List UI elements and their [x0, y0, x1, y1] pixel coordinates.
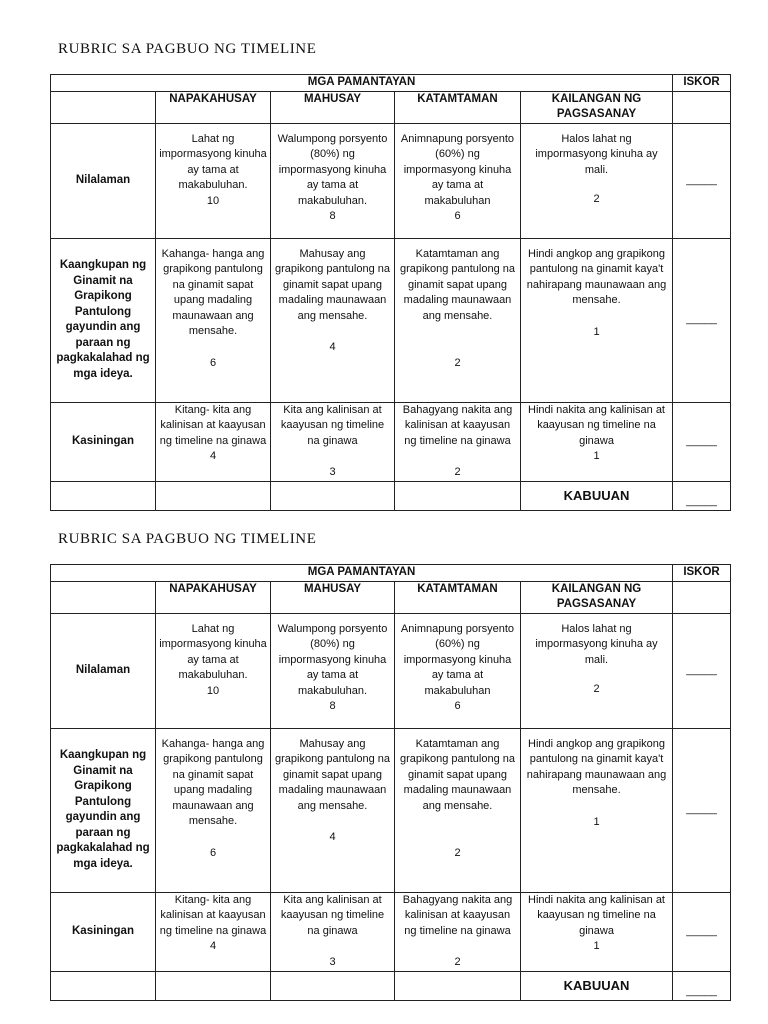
- descriptor-text: Bahagyang nakita ang kalinisan at kaayusan ng timeline na ginawa: [402, 403, 513, 447]
- descriptor-cell: [395, 402, 521, 481]
- points-value: 2: [454, 466, 461, 478]
- criteria-header: MGA PAMANTAYAN: [51, 75, 673, 92]
- empty-cell: [271, 481, 395, 510]
- score-header: ISKOR: [673, 75, 731, 92]
- descriptor-text: Katamtaman ang grapikong pantulong na ginamit sapat upang madaling maunawaan ang mensahe.: [400, 247, 515, 322]
- descriptor-cell: [156, 892, 271, 971]
- empty-cell: [51, 481, 156, 510]
- points-value: 4: [209, 940, 217, 952]
- points-value: 1: [593, 815, 600, 828]
- rubric-table: [50, 564, 731, 1001]
- empty-cell: [156, 971, 271, 1000]
- table-row: [51, 402, 731, 481]
- score-blank[interactable]: _____: [673, 238, 731, 402]
- descriptor-text: Walumpong porsyento (80%) ng impormasyong kinuha ay tama at makabuluhan.: [277, 622, 388, 697]
- criterion-label: Nilalaman: [51, 613, 156, 728]
- descriptor-cell: [521, 892, 673, 971]
- table-row: [51, 613, 731, 728]
- descriptor-text: Lahat ng impormasyong kinuha ay tama at makabuluhan.: [159, 132, 267, 191]
- total-row: [51, 971, 731, 1000]
- score-blank[interactable]: _____: [673, 402, 731, 481]
- points-value: 2: [593, 193, 600, 205]
- descriptor-cell: [156, 728, 271, 892]
- total-label: KABUUAN: [521, 971, 673, 1000]
- table-row: [51, 238, 731, 402]
- table-row: [51, 892, 731, 971]
- level-mahusay: MAHUSAY: [271, 581, 395, 613]
- descriptor-text: Kitang- kita ang kalinisan at kaayusan ng timeline na ginawa: [159, 893, 267, 937]
- descriptor-text: Walumpong porsyento (80%) ng impormasyong kinuha ay tama at makabuluhan.: [277, 132, 388, 207]
- score-blank[interactable]: _____: [673, 892, 731, 971]
- level-kailangan: KAILANGAN NG PAGSASANAY: [521, 91, 673, 123]
- points-value: 6: [209, 356, 217, 369]
- descriptor-cell: [521, 728, 673, 892]
- descriptor-text: Kita ang kalinisan at kaayusan ng timeline na ginawa: [280, 403, 385, 447]
- total-label: KABUUAN: [521, 481, 673, 510]
- descriptor-cell: [271, 728, 395, 892]
- table-row: [51, 123, 731, 238]
- descriptor-cell: [521, 402, 673, 481]
- points-value: 10: [206, 194, 220, 207]
- level-kailangan: KAILANGAN NG PAGSASANAY: [521, 581, 673, 613]
- empty-cell: [51, 581, 156, 613]
- descriptor-text: Animnapung porsyento (60%) ng impormasyong kinuha ay tama at makabuluhan: [400, 622, 515, 697]
- empty-cell: [271, 971, 395, 1000]
- descriptor-cell: [156, 402, 271, 481]
- descriptor-text: Kahanga- hanga ang grapikong pantulong na ginamit sapat upang madaling maunawaan ang mensahe.: [161, 247, 265, 337]
- level-napakahusay: NAPAKAHUSAY: [156, 581, 271, 613]
- points-value: 4: [329, 341, 336, 353]
- rubric-title: RUBRIC SA PAGBUO NG TIMELINE: [58, 531, 317, 547]
- level-mahusay: MAHUSAY: [271, 91, 395, 123]
- descriptor-cell: [395, 238, 521, 402]
- descriptor-text: Hindi angkop ang grapikong pantulong na ginamit kaya't nahirapang maunawaan ang mensahe.: [526, 737, 667, 796]
- levels-row: [51, 91, 731, 123]
- levels-row: [51, 581, 731, 613]
- score-blank[interactable]: _____: [673, 613, 731, 728]
- empty-cell: [395, 971, 521, 1000]
- descriptor-text: Hindi nakita ang kalinisan at kaayusan ng timeline na ginawa: [528, 403, 665, 447]
- points-value: 6: [209, 846, 217, 859]
- points-value: 1: [593, 325, 600, 338]
- points-value: 8: [329, 700, 336, 712]
- descriptor-text: Lahat ng impormasyong kinuha ay tama at makabuluhan.: [159, 622, 267, 681]
- descriptor-cell: [271, 613, 395, 728]
- level-katamtaman: KATAMTAMAN: [395, 581, 521, 613]
- table-header-row: [51, 75, 731, 92]
- level-napakahusay: NAPAKAHUSAY: [156, 91, 271, 123]
- descriptor-cell: [271, 238, 395, 402]
- points-value: 2: [454, 956, 461, 968]
- points-value: 2: [593, 683, 600, 695]
- points-value: 4: [329, 831, 336, 843]
- points-value: 4: [209, 450, 217, 462]
- criterion-label: Kasiningan: [51, 402, 156, 481]
- descriptor-text: Bahagyang nakita ang kalinisan at kaayusan ng timeline na ginawa: [402, 893, 513, 937]
- empty-cell: [673, 581, 731, 613]
- descriptor-text: Hindi nakita ang kalinisan at kaayusan ng timeline na ginawa: [528, 893, 665, 937]
- descriptor-text: Mahusay ang grapikong pantulong na ginamit sapat upang madaling maunawaan ang mensahe.: [275, 247, 390, 322]
- empty-cell: [673, 91, 731, 123]
- empty-cell: [395, 481, 521, 510]
- descriptor-text: Hindi angkop ang grapikong pantulong na ginamit kaya't nahirapang maunawaan ang mensahe.: [526, 247, 667, 306]
- descriptor-cell: [271, 892, 395, 971]
- descriptor-cell: [395, 728, 521, 892]
- descriptor-cell: [521, 613, 673, 728]
- criterion-label: Kaangkupan ng Ginamit na Grapikong Pantulong gayundin ang paraan ng pagkakalahad ng mga ideya.: [51, 238, 156, 402]
- rubric-title: RUBRIC SA PAGBUO NG TIMELINE: [58, 41, 317, 57]
- points-value: 10: [206, 684, 220, 697]
- descriptor-cell: [395, 613, 521, 728]
- empty-cell: [156, 481, 271, 510]
- score-header: ISKOR: [673, 565, 731, 582]
- descriptor-cell: [395, 892, 521, 971]
- points-value: 6: [454, 210, 461, 222]
- descriptor-text: Kita ang kalinisan at kaayusan ng timeline na ginawa: [280, 893, 385, 937]
- descriptor-cell: [521, 123, 673, 238]
- points-value: 1: [593, 940, 600, 952]
- total-score-blank[interactable]: _____: [673, 971, 731, 1000]
- descriptor-cell: [395, 123, 521, 238]
- points-value: 1: [593, 450, 600, 462]
- descriptor-cell: [156, 123, 271, 238]
- points-value: 8: [329, 210, 336, 222]
- criterion-label: Kasiningan: [51, 892, 156, 971]
- criteria-header: MGA PAMANTAYAN: [51, 565, 673, 582]
- descriptor-text: Kitang- kita ang kalinisan at kaayusan ng timeline na ginawa: [159, 403, 267, 447]
- descriptor-text: Kahanga- hanga ang grapikong pantulong na ginamit sapat upang madaling maunawaan ang mensahe.: [161, 737, 265, 827]
- score-blank[interactable]: _____: [673, 728, 731, 892]
- points-value: 3: [329, 956, 336, 968]
- points-value: 2: [454, 847, 461, 859]
- table-row: [51, 728, 731, 892]
- points-value: 3: [329, 466, 336, 478]
- points-value: 2: [454, 357, 461, 369]
- score-blank[interactable]: _____: [673, 123, 731, 238]
- descriptor-text: Mahusay ang grapikong pantulong na ginamit sapat upang madaling maunawaan ang mensahe.: [275, 737, 390, 812]
- descriptor-text: Halos lahat ng impormasyong kinuha ay mali.: [535, 132, 658, 176]
- empty-cell: [51, 971, 156, 1000]
- descriptor-text: Katamtaman ang grapikong pantulong na ginamit sapat upang madaling maunawaan ang mensahe.: [400, 737, 515, 812]
- descriptor-cell: [271, 402, 395, 481]
- descriptor-text: Halos lahat ng impormasyong kinuha ay mali.: [535, 622, 658, 666]
- descriptor-text: Animnapung porsyento (60%) ng impormasyong kinuha ay tama at makabuluhan: [400, 132, 515, 207]
- descriptor-cell: [271, 123, 395, 238]
- criterion-label: Nilalaman: [51, 123, 156, 238]
- criterion-label: Kaangkupan ng Ginamit na Grapikong Pantulong gayundin ang paraan ng pagkakalahad ng mga ideya.: [51, 728, 156, 892]
- total-score-blank[interactable]: _____: [673, 481, 731, 510]
- descriptor-cell: [156, 613, 271, 728]
- descriptor-cell: [521, 238, 673, 402]
- empty-cell: [51, 91, 156, 123]
- total-row: [51, 481, 731, 510]
- points-value: 6: [454, 700, 461, 712]
- table-header-row: [51, 565, 731, 582]
- rubric-table: [50, 74, 731, 511]
- descriptor-cell: [156, 238, 271, 402]
- level-katamtaman: KATAMTAMAN: [395, 91, 521, 123]
